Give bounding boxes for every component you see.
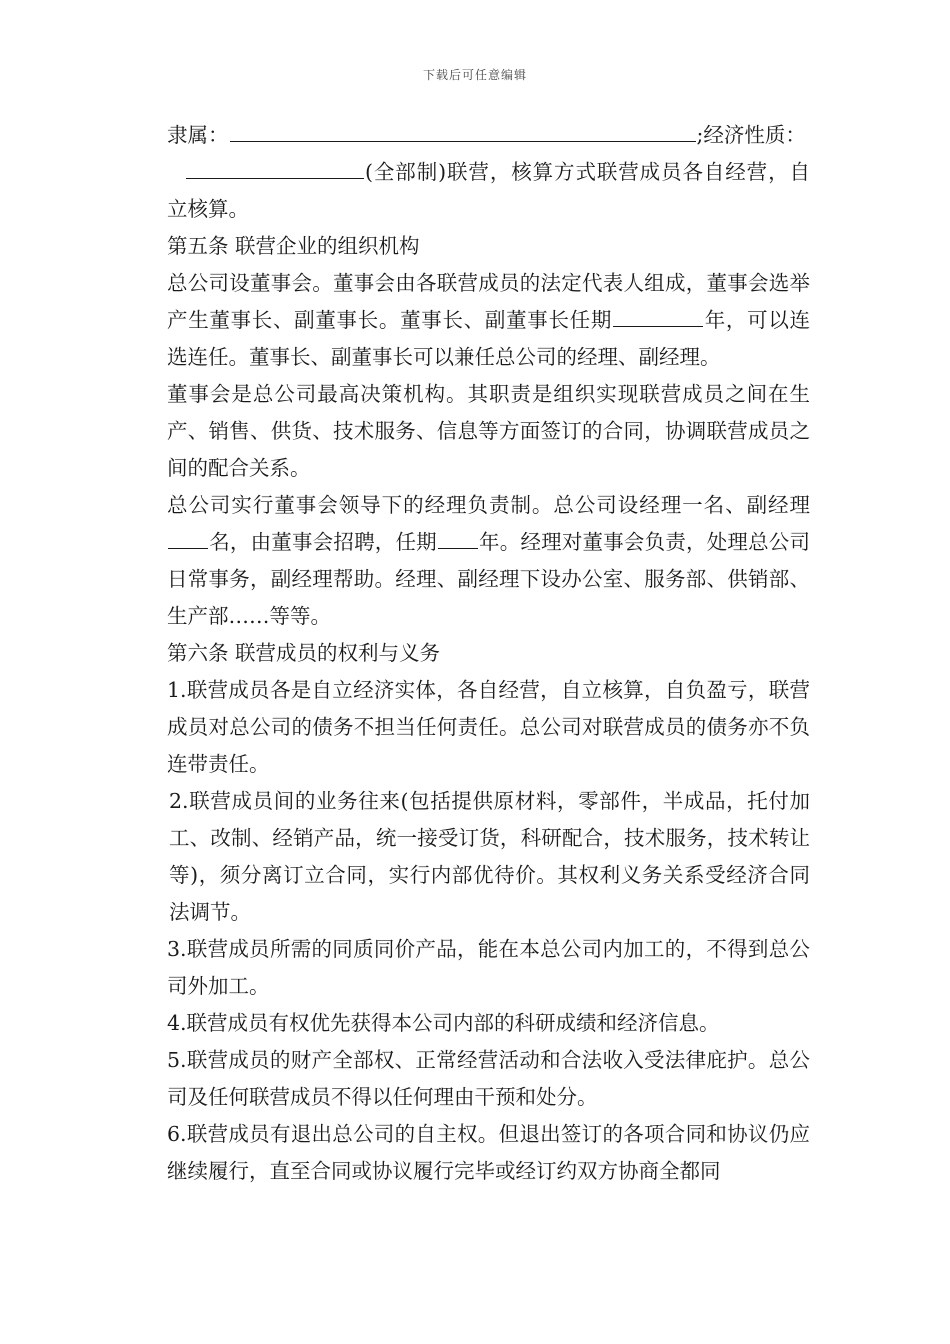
- rights-item-4: 4.联营成员有权优先获得本公司内部的科研成绩和经济信息。: [167, 1011, 720, 1035]
- manager-text-c: 年。经理对董事会负责，处理总公司日常事务，副经理帮助。经理、副经理下设办公室、服务部、供销部、生产部……等等。: [167, 530, 811, 628]
- economic-nature-label: ;经济性质：: [696, 123, 806, 147]
- chairman-term-blank: [613, 302, 703, 327]
- rights-item-2: 2.联营成员间的业务往来(包括提供原材料，零部件，半成品，托付加工、改制、经销产品，统一接受订货，科研配合，技术服务，技术转让等)，须分离订立合同，实行内部优待价。其权利义务关系受经济合同法调节。: [169, 789, 810, 924]
- affiliation-blank: [230, 117, 696, 142]
- vice-manager-count-blank: [168, 524, 208, 549]
- rights-item-6: 6.联营成员有退出总公司的自主权。但退出签订的各项合同和协议仍应继续履行，直至合同或协议履行完毕或经订约双方协商全都同: [167, 1122, 810, 1183]
- board-paragraph: [145, 265, 810, 376]
- rights-item-1: 1.联营成员各是自立经济实体，各自经营，自立核算，自负盈亏，联营成员对总公司的债务不担当任何责任。总公司对联营成员的债务亦不负连带责任。: [167, 678, 810, 776]
- page-header-note: 下载后可任意编辑: [422, 68, 527, 82]
- ownership-blank: [186, 154, 364, 179]
- board-text-a: 总公司设董事会。董事会由各联营成员的法定代表人组成，董事会选举产生董事长、副董事长。董事长、副董事长任期: [167, 271, 810, 332]
- ownership-text: (全部制)联营，核算方式联营成员各自经营，自立核算。: [167, 160, 810, 221]
- affiliation-paragraph: [145, 117, 810, 228]
- article-6-title: 第六条 联营成员的权利与义务: [167, 641, 441, 665]
- document-body: [145, 117, 810, 1190]
- board-duties-paragraph: 董事会是总公司最高决策机构。其职责是组织实现联营成员之间在生产、销售、供货、技术服务、信息等方面签订的合同，协调联营成员之间的配合关系。: [167, 382, 810, 480]
- manager-text-a: 总公司实行董事会领导下的经理负责制。总公司设经理一名、副经理: [167, 493, 810, 517]
- rights-item-3: 3.联营成员所需的同质同价产品，能在本总公司内加工的，不得到总公司外加工。: [167, 937, 810, 998]
- affiliation-label: 隶属：: [167, 123, 229, 147]
- manager-text-b: 名，由董事会招聘，任期: [209, 530, 437, 554]
- manager-paragraph: [145, 487, 810, 635]
- manager-term-blank: [438, 524, 478, 549]
- article-5-title: 第五条 联营企业的组织机构: [167, 234, 420, 258]
- rights-item-5: 5.联营成员的财产全部权、正常经营活动和合法收入受法律庇护。总公司及任何联营成员不得以任何理由干预和处分。: [167, 1048, 810, 1109]
- board-text-b: 年，可以连选连任。董事长、副董事长可以兼任总公司的经理、副经理。: [167, 308, 811, 369]
